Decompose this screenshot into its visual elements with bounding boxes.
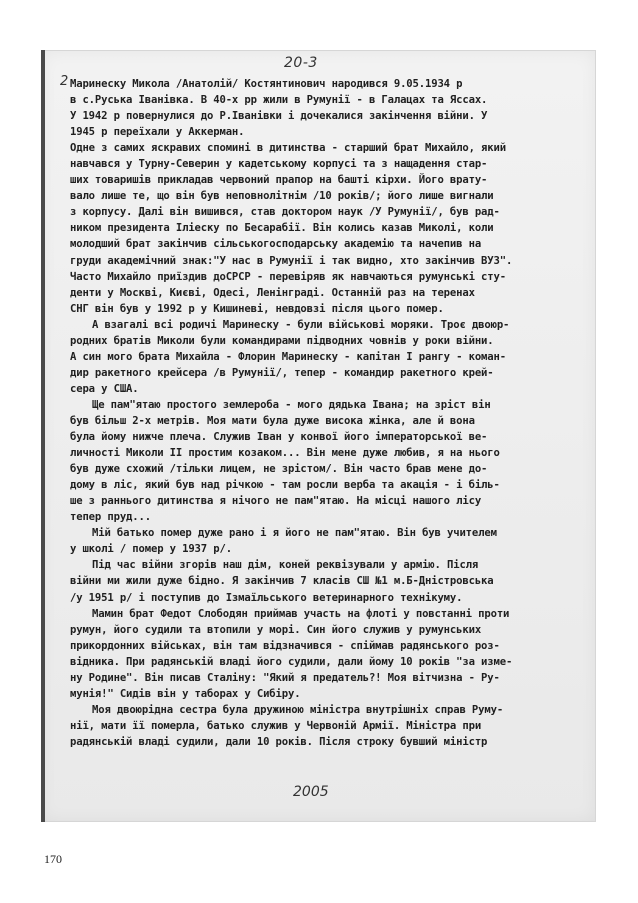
text-line: Моя двоюрідна сестра була дружиною міністра внутрішніх справ Руму- <box>92 703 504 716</box>
text-line: А син мого брата Михайла - Флорин Маринеску - капітан І рангу - коман- <box>70 350 506 363</box>
text-line: молодший брат закінчив сільськогосподарську академію та начепив на <box>70 238 482 251</box>
text-line: Маринеску Микола /Анатолій/ Костянтинович народився 9.05.1934 р <box>70 78 463 90</box>
typewritten-text <box>70 76 575 750</box>
text-line: груди академічний знак:"У нас в Румунії і так видно, хто закінчив ВУЗ". <box>70 254 513 267</box>
text-line: вало лише те, що він був неповнолітнім /10 років/; його лише вигнали <box>70 190 494 203</box>
text-line: тепер пруд... <box>70 511 151 524</box>
text-line: була йому нижче плеча. Служив Іван у конвої його імператорської ве- <box>70 431 488 444</box>
page-number: 170 <box>44 852 62 866</box>
scan-edge <box>41 50 45 822</box>
text-line: дир ракетного крейсера /в Румунії/, тепер - командир ракетного крей- <box>70 366 494 379</box>
text-line: Одне з самих яскравих спомині в дитинства - старший брат Михайло, який <box>70 142 506 155</box>
text-line: ше з раннього дитинства я нічого не пам"ятаю. На місці нашого лісу <box>70 495 482 508</box>
handwritten-corner-mark: 2 <box>60 74 69 89</box>
text-line: ших товаришів прикладав червоний прапор на башті кірхи. Його врату- <box>70 174 488 187</box>
text-line: Під час війни згорів наш дім, коней реквізували у армію. Після <box>92 559 479 572</box>
text-line: денти у Москві, Києві, Одесі, Ленінграді. Останній раз на теренах <box>70 286 475 299</box>
text-line: Мій батько помер дуже рано і я його не пам"ятаю. Він був учителем <box>92 527 497 540</box>
text-line: родних братів Миколи були командирами підводних човнів у роки війни. <box>70 334 494 347</box>
text-line: радянській владі судили, дали 10 років. Після строку бувший міністр <box>70 735 488 748</box>
text-line: А взагалі всі родичі Маринеску - були військові моряки. Троє двоюр- <box>92 318 510 331</box>
text-line: мунія!" Сидів він у таборах у Сибіру. <box>70 687 301 700</box>
text-line: був більш 2-х метрів. Моя мати була дуже висока жінка, але й вона <box>70 414 475 427</box>
handwritten-year: 2005 <box>293 784 329 800</box>
text-line: навчався у Турну-Северин у кадетському корпусі та з нащадення стар- <box>70 158 488 171</box>
text-line: сера у США. <box>70 382 139 395</box>
text-line: дому в ліс, який був над річкою - там росли верба та акація - і біль- <box>70 479 500 492</box>
text-line: 1945 р переїхали у Аккерман. <box>70 126 245 139</box>
text-line: личності Миколи ІІ простим козаком... Він мене дуже любив, я на нього <box>70 447 500 460</box>
text-line: війни ми жили дуже бідно. Я закінчив 7 класів СШ №1 м.Б-Дністровська <box>70 575 494 588</box>
text-line: У 1942 р повернулися до Р.Іванівки і дочекалися закінчення війни. У <box>70 110 488 123</box>
text-line: у школі / помер у 1937 р/. <box>70 543 232 556</box>
text-line: з корпусу. Далі він вишився, став доктором наук /У Румунії/, був рад- <box>70 206 500 219</box>
text-line: в с.Руська Іванівка. В 40-х рр жили в Румунії - в Галацах та Яссах. <box>70 94 488 107</box>
text-line: ну Родине". Він писав Сталіну: "Який я предатель?! Моя вітчизна - Ру- <box>70 671 500 684</box>
text-line: був дуже схожий /тільки лицем, не зрістом/. Він часто брав мене до- <box>70 463 488 476</box>
text-line: Ще пам"ятаю простого землероба - мого дядька Івана; на зріст він <box>92 398 491 411</box>
text-line: ником президента Іліеску по Бесарабії. Він колись казав Миколі, коли <box>70 222 494 235</box>
text-line: /у 1951 р/ і поступив до Ізмаїльського ветеринарного технікуму. <box>70 591 463 604</box>
text-line: нії, мати її померла, батько служив у Червоній Армії. Міністра при <box>70 719 482 732</box>
text-line: СНГ він був у 1992 р у Кишиневі, невдовзі після цього помер. <box>70 302 444 315</box>
text-line: Часто Михайло приїздив доСРСР - перевіряв як навчаються румунські сту- <box>70 270 506 283</box>
handwritten-page-reference: 20-3 <box>284 55 318 71</box>
text-line: відника. При радянській владі його судили, дали йому 10 років "за изме- <box>70 655 513 668</box>
text-line: прикордонних військах, він там відзначився - спіймав радянського роз- <box>70 639 500 652</box>
text-line: Мамин брат Федот Слободян приймав участь на флоті у повстанні проти <box>92 607 510 620</box>
text-line: румун, його судили та втопили у морі. Син його служив у румунських <box>70 623 482 636</box>
